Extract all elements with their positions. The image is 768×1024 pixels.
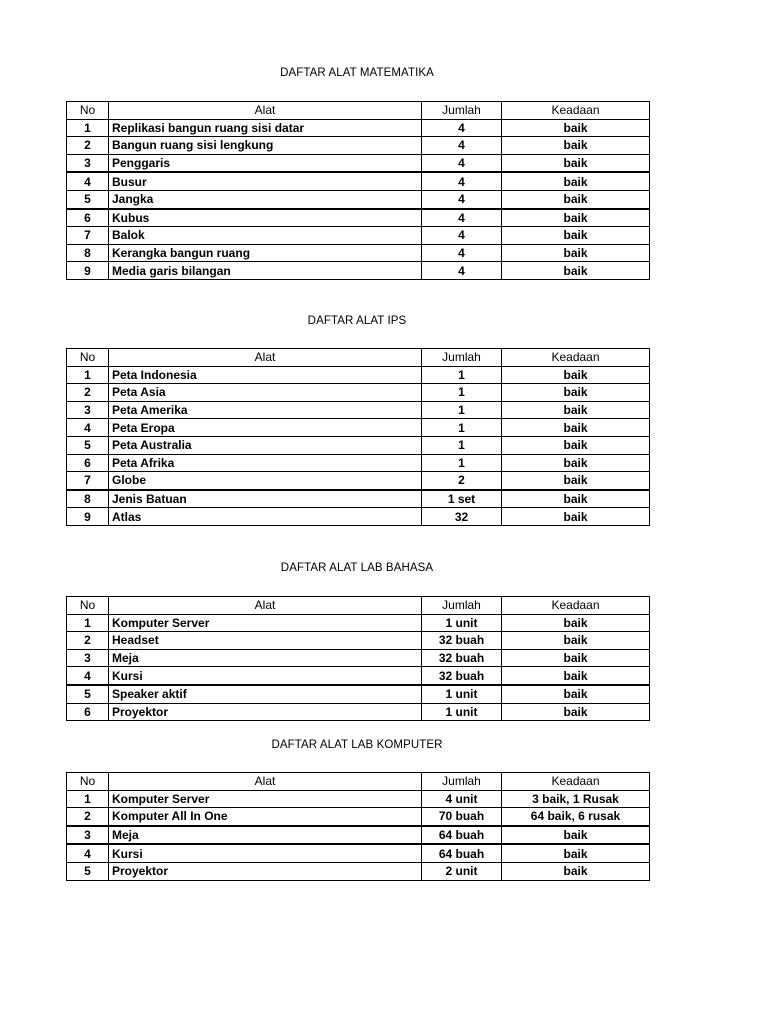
cell-keadaan: baik (502, 862, 650, 880)
cell-no: 9 (67, 262, 109, 280)
cell-keadaan: baik (502, 119, 650, 137)
cell-alat: Peta Afrika (109, 454, 422, 472)
cell-jumlah: 64 buah (422, 844, 502, 862)
header-alat: Alat (109, 349, 422, 367)
table-lab-komputer (66, 772, 650, 881)
cell-keadaan: baik (502, 490, 650, 508)
cell-alat: Busur (109, 172, 422, 190)
cell-jumlah: 1 set (422, 490, 502, 508)
table-row (67, 384, 650, 402)
cell-alat: Proyektor (109, 703, 422, 721)
table-row (67, 154, 650, 172)
header-no: No (67, 102, 109, 120)
cell-jumlah: 70 buah (422, 808, 502, 826)
cell-no: 4 (67, 419, 109, 437)
cell-alat: Bangun ruang sisi lengkung (109, 137, 422, 155)
cell-alat: Penggaris (109, 154, 422, 172)
cell-keadaan: 3 baik, 1 Rusak (502, 790, 650, 808)
header-alat: Alat (109, 102, 422, 120)
cell-alat: Peta Amerika (109, 401, 422, 419)
cell-no: 8 (67, 244, 109, 262)
cell-no: 6 (67, 703, 109, 721)
cell-jumlah: 4 (422, 190, 502, 208)
table-header-row (67, 349, 650, 367)
header-jumlah: Jumlah (422, 349, 502, 367)
table-row (67, 209, 650, 227)
cell-jumlah: 32 buah (422, 649, 502, 667)
table-row (67, 227, 650, 245)
cell-alat: Peta Indonesia (109, 366, 422, 384)
cell-alat: Meja (109, 649, 422, 667)
table-row (67, 244, 650, 262)
table-lab-bahasa (66, 596, 650, 721)
cell-jumlah: 1 unit (422, 614, 502, 632)
table-matematika (66, 101, 650, 280)
cell-no: 5 (67, 685, 109, 703)
cell-no: 6 (67, 209, 109, 227)
cell-alat: Kursi (109, 667, 422, 685)
cell-jumlah: 4 (422, 209, 502, 227)
table-header-row (67, 773, 650, 791)
cell-jumlah: 4 (422, 227, 502, 245)
table-header-row (67, 597, 650, 615)
header-alat: Alat (109, 597, 422, 615)
cell-jumlah: 1 (422, 366, 502, 384)
cell-jumlah: 32 buah (422, 667, 502, 685)
table-row (67, 790, 650, 808)
cell-jumlah: 4 (422, 119, 502, 137)
cell-keadaan: baik (502, 649, 650, 667)
table-row (67, 508, 650, 526)
table-row (67, 667, 650, 685)
cell-alat: Headset (109, 632, 422, 650)
table-row (67, 632, 650, 650)
table-header-row (67, 102, 650, 120)
cell-no: 3 (67, 401, 109, 419)
table-row (67, 190, 650, 208)
cell-keadaan: baik (502, 209, 650, 227)
table-ips (66, 348, 650, 526)
cell-keadaan: baik (502, 472, 650, 490)
cell-keadaan: baik (502, 614, 650, 632)
header-no: No (67, 773, 109, 791)
cell-jumlah: 1 unit (422, 703, 502, 721)
cell-keadaan: baik (502, 227, 650, 245)
cell-alat: Kerangka bangun ruang (109, 244, 422, 262)
cell-keadaan: baik (502, 366, 650, 384)
table-row (67, 137, 650, 155)
cell-alat: Komputer All In One (109, 808, 422, 826)
cell-alat: Media garis bilangan (109, 262, 422, 280)
cell-keadaan: baik (502, 154, 650, 172)
cell-alat: Proyektor (109, 862, 422, 880)
cell-keadaan: baik (502, 137, 650, 155)
cell-no: 4 (67, 172, 109, 190)
header-jumlah: Jumlah (422, 102, 502, 120)
cell-no: 3 (67, 826, 109, 845)
header-jumlah: Jumlah (422, 773, 502, 791)
cell-alat: Atlas (109, 508, 422, 526)
cell-alat: Peta Asia (109, 384, 422, 402)
header-jumlah: Jumlah (422, 597, 502, 615)
table-row (67, 454, 650, 472)
cell-jumlah: 32 (422, 508, 502, 526)
cell-keadaan: baik (502, 632, 650, 650)
cell-keadaan: baik (502, 844, 650, 862)
cell-keadaan: baik (502, 703, 650, 721)
cell-no: 1 (67, 366, 109, 384)
section-title-matematika: DAFTAR ALAT MATEMATIKA (280, 67, 434, 79)
cell-keadaan: baik (502, 436, 650, 454)
cell-no: 9 (67, 508, 109, 526)
cell-alat: Jenis Batuan (109, 490, 422, 508)
cell-alat: Speaker aktif (109, 685, 422, 703)
cell-jumlah: 4 (422, 172, 502, 190)
cell-alat: Jangka (109, 190, 422, 208)
header-keadaan: Keadaan (502, 597, 650, 615)
cell-keadaan: baik (502, 508, 650, 526)
table-row (67, 472, 650, 490)
cell-alat: Meja (109, 826, 422, 845)
cell-keadaan: baik (502, 384, 650, 402)
cell-alat: Peta Australia (109, 436, 422, 454)
cell-no: 3 (67, 649, 109, 667)
cell-no: 2 (67, 137, 109, 155)
cell-no: 5 (67, 862, 109, 880)
cell-alat: Komputer Server (109, 790, 422, 808)
cell-no: 2 (67, 808, 109, 826)
cell-alat: Kursi (109, 844, 422, 862)
cell-jumlah: 1 (422, 419, 502, 437)
cell-no: 7 (67, 472, 109, 490)
cell-keadaan: baik (502, 190, 650, 208)
cell-alat: Replikasi bangun ruang sisi datar (109, 119, 422, 137)
cell-jumlah: 4 unit (422, 790, 502, 808)
cell-jumlah: 1 (422, 454, 502, 472)
table-row (67, 862, 650, 880)
cell-no: 3 (67, 154, 109, 172)
cell-jumlah: 4 (422, 137, 502, 155)
table-row (67, 172, 650, 190)
header-no: No (67, 349, 109, 367)
cell-no: 8 (67, 490, 109, 508)
cell-no: 2 (67, 632, 109, 650)
table-row (67, 808, 650, 826)
table-row (67, 366, 650, 384)
cell-jumlah: 1 (422, 384, 502, 402)
cell-jumlah: 1 unit (422, 685, 502, 703)
header-keadaan: Keadaan (502, 102, 650, 120)
cell-keadaan: baik (502, 262, 650, 280)
table-row (67, 614, 650, 632)
cell-alat: Globe (109, 472, 422, 490)
cell-no: 4 (67, 667, 109, 685)
table-row (67, 490, 650, 508)
header-keadaan: Keadaan (502, 773, 650, 791)
cell-keadaan: baik (502, 685, 650, 703)
cell-keadaan: baik (502, 454, 650, 472)
cell-keadaan: baik (502, 172, 650, 190)
table-row (67, 436, 650, 454)
cell-jumlah: 1 (422, 401, 502, 419)
cell-alat: Kubus (109, 209, 422, 227)
table-row (67, 826, 650, 845)
cell-jumlah: 4 (422, 262, 502, 280)
table-row (67, 419, 650, 437)
cell-keadaan: baik (502, 667, 650, 685)
table-row (67, 649, 650, 667)
cell-jumlah: 4 (422, 154, 502, 172)
cell-no: 1 (67, 119, 109, 137)
table-row (67, 844, 650, 862)
table-row (67, 401, 650, 419)
header-alat: Alat (109, 773, 422, 791)
cell-no: 7 (67, 227, 109, 245)
section-title-lab-komputer: DAFTAR ALAT LAB KOMPUTER (271, 739, 443, 751)
table-row (67, 685, 650, 703)
cell-keadaan: baik (502, 419, 650, 437)
table-row (67, 703, 650, 721)
cell-keadaan: 64 baik, 6 rusak (502, 808, 650, 826)
cell-jumlah: 1 (422, 436, 502, 454)
cell-alat: Peta Eropa (109, 419, 422, 437)
table-row (67, 119, 650, 137)
cell-no: 1 (67, 790, 109, 808)
cell-no: 4 (67, 844, 109, 862)
cell-no: 5 (67, 190, 109, 208)
cell-alat: Balok (109, 227, 422, 245)
cell-jumlah: 4 (422, 244, 502, 262)
cell-no: 1 (67, 614, 109, 632)
cell-jumlah: 64 buah (422, 826, 502, 845)
cell-jumlah: 2 (422, 472, 502, 490)
cell-no: 6 (67, 454, 109, 472)
cell-no: 5 (67, 436, 109, 454)
section-title-lab-bahasa: DAFTAR ALAT LAB BAHASA (280, 562, 434, 574)
cell-keadaan: baik (502, 401, 650, 419)
cell-keadaan: baik (502, 244, 650, 262)
cell-no: 2 (67, 384, 109, 402)
section-title-ips: DAFTAR ALAT IPS (307, 315, 407, 327)
table-row (67, 262, 650, 280)
header-keadaan: Keadaan (502, 349, 650, 367)
cell-jumlah: 32 buah (422, 632, 502, 650)
cell-jumlah: 2 unit (422, 862, 502, 880)
header-no: No (67, 597, 109, 615)
cell-alat: Komputer Server (109, 614, 422, 632)
cell-keadaan: baik (502, 826, 650, 845)
